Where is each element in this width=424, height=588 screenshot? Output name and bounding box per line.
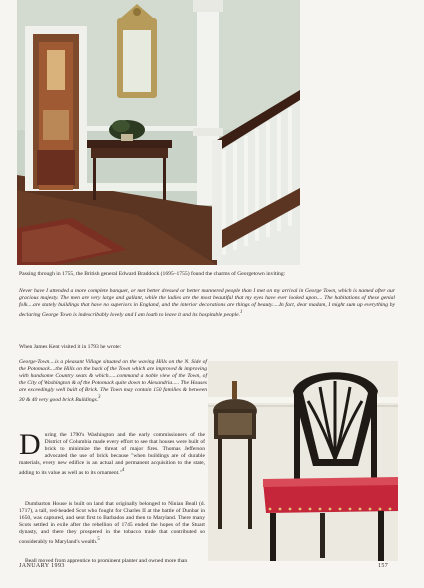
braddock-quote: Never have I attended a more complete banquet, or met better dressed or better mannered people than I met on my arrival in George Town, which is named after our gracious majesty. The men are very large and gallant, while the ladies are the most beautiful that my eyes have ever looked upon.... The habitations of these genial folk....are stately buildings that have no superiors in England, and the interior decorations are things of beauty.....In fact, dear madam, I might sum up everything by declaring George Town is indescribably lovely and I am loath to leave it and its hospitable people.$^1$ [19,288,395,319]
dumbarton-paragraph: Dumbarton House is built on land that originally belonged to Ninian Beall (d. 1717), a tall, red-headed Scot who fought for Charles II at the battle of Dunbar in 1650, was captured, and sent first to Barbados and then to Maryland. There many Scots settled in exile after the rebellion of 1745 ended the hopes of the Stuart dynasty, and there they prospered in the tobacco trade that contributed so considerably to Maryland's wealth.$^5$ [19,501,205,546]
page-number: 157 [378,563,389,569]
footnote-marker: 1 [239,310,243,316]
footnote-marker: 4 [121,468,125,474]
chair-illustration [208,361,398,561]
kent-quote: George-Town....is a pleasant Village situated on the waving Hills on the N. Side of the Potomack....the Hills on the back of the Town which are improved & improving with handsome Country seats & which......command a noble view of the Town, of the City of Washington & of the Potomack quite down to Alexandria..... The Houses are exceedingly well built of Brick. The Town may contain 150 families & between 30 & 40 very good brick Buildings.$^3$ [19,359,207,404]
issue-date: JANUARY 1993 [19,563,65,569]
kent-intro-paragraph: When James Kent visited it in 1793 he wrote: [19,344,122,350]
brick-paragraph: During the 1790's Washington and the early commissioners of the District of Columbia made every effort to see that houses were built of brick to minimize the threat of major fires. Thomas Jefferson advocated the use of brick because "when buildings are of durable materials, every new edifice is an actual and permanent acquisition to the state, adding to its value as well as to its ornament."$^4$ [19,428,205,477]
intro-paragraph: Passing through in 1755, the British general Edward Braddock (1695–1755) found the charms of Georgetown inviting: [19,271,286,277]
beall-paragraph: Beall moved from apprentice to prominent planter and owned more than [25,558,188,564]
chair-urn-photo [208,361,398,561]
footnote-marker: 3 [98,395,101,401]
hallway-illustration [17,0,300,265]
footnote-marker: 5 [97,537,100,543]
hallway-staircase-photo [17,0,300,265]
drop-cap: D [19,428,41,461]
